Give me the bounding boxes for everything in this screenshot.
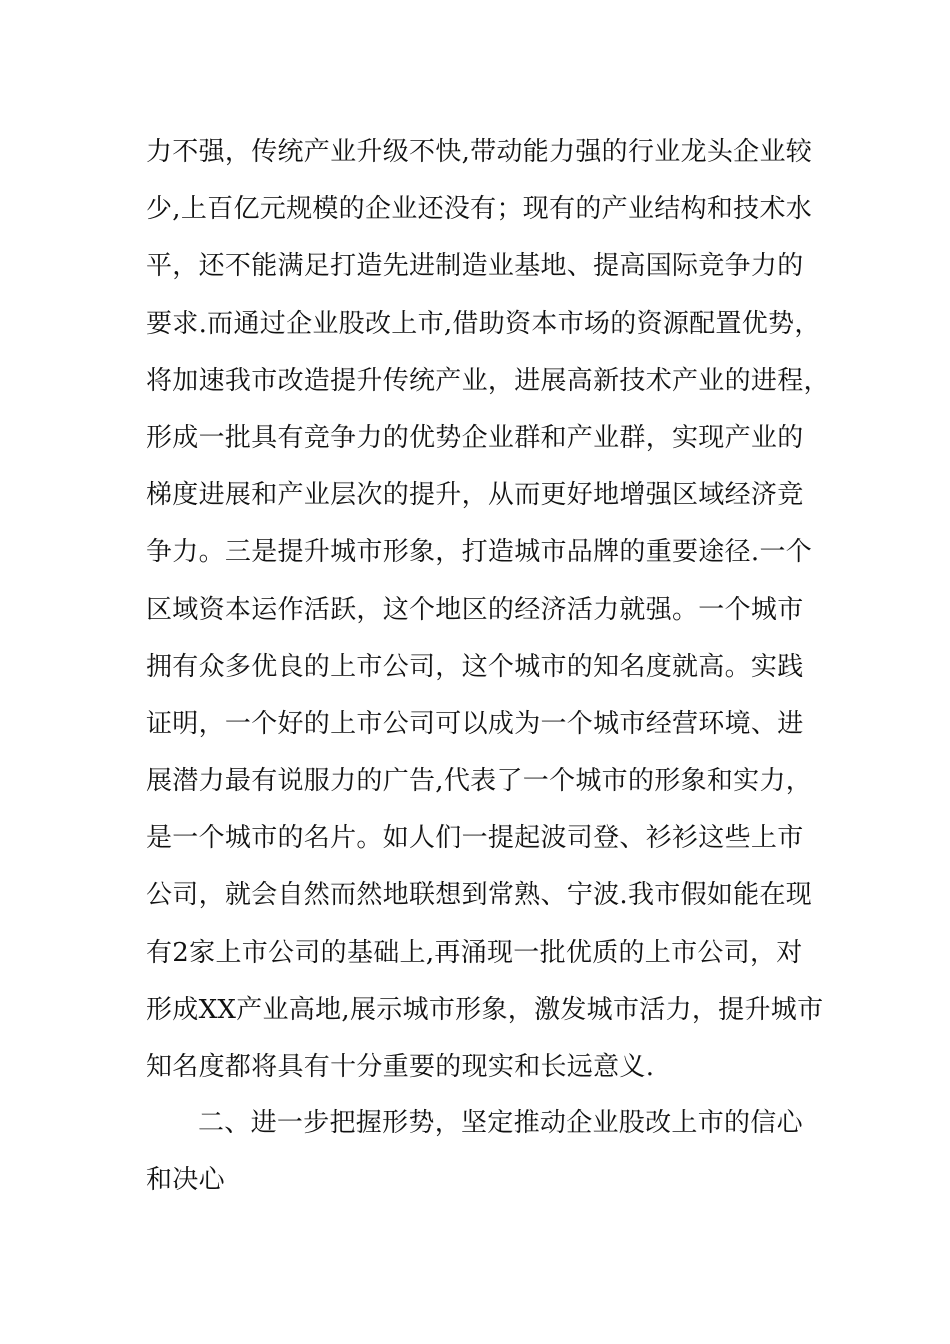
paragraph-line: 少,上百亿元规模的企业还没有；现有的产业结构和技术水 — [146, 194, 813, 225]
paragraph-line: 有2家上市公司的基础上,再涌现一批优质的上市公司，对 — [146, 937, 803, 968]
paragraph-line: 证明，一个好的上市公司可以成为一个城市经营环境、进 — [146, 708, 804, 739]
paragraph-line: 展潜力最有说服力的广告,代表了一个城市的形象和实力， — [146, 766, 813, 797]
paragraph-line: 知名度都将具有十分重要的现实和长远意义. — [146, 1052, 655, 1082]
paragraph-line: 梯度进展和产业层次的提升，从而更好地增强区域经济竞 — [146, 480, 804, 511]
body-paragraph — [146, 133, 830, 1105]
paragraph-line: 平，还不能满足打造先进制造业基地、提高国际竞争力的 — [146, 251, 804, 282]
paragraph-line: 是一个城市的名片。如人们一提起波司登、衫衫这些上市 — [146, 823, 804, 854]
section-heading-line-2: 和决心 — [146, 1165, 225, 1195]
section-heading — [146, 1104, 826, 1218]
paragraph-line: 力不强，传统产业升级不快,带动能力强的行业龙头企业较 — [146, 137, 813, 167]
paragraph-line: 形成XX产业高地,展示城市形象，激发城市活力，提升城市 — [146, 994, 824, 1025]
section-heading-line-1: 二、进一步把握形势，坚定推动企业股改上市的信心 — [198, 1108, 803, 1138]
paragraph-line: 要求.而通过企业股改上市,借助资本市场的资源配置优势， — [146, 308, 821, 339]
paragraph-line: 拥有众多优良的上市公司，这个城市的知名度就高。实践 — [146, 651, 804, 682]
paragraph-line: 公司，就会自然而然地联想到常熟、宁波.我市假如能在现 — [146, 880, 813, 911]
paragraph-line: 争力。三是提升城市形象，打造城市品牌的重要途径.一个 — [146, 537, 813, 568]
paragraph-line: 形成一批具有竞争力的优势企业群和产业群，实现产业的 — [146, 422, 804, 453]
paragraph-line: 区域资本运作活跃，这个地区的经济活力就强。一个城市 — [146, 594, 804, 625]
paragraph-line: 将加速我市改造提升传统产业，进展高新技术产业的进程， — [146, 365, 830, 396]
